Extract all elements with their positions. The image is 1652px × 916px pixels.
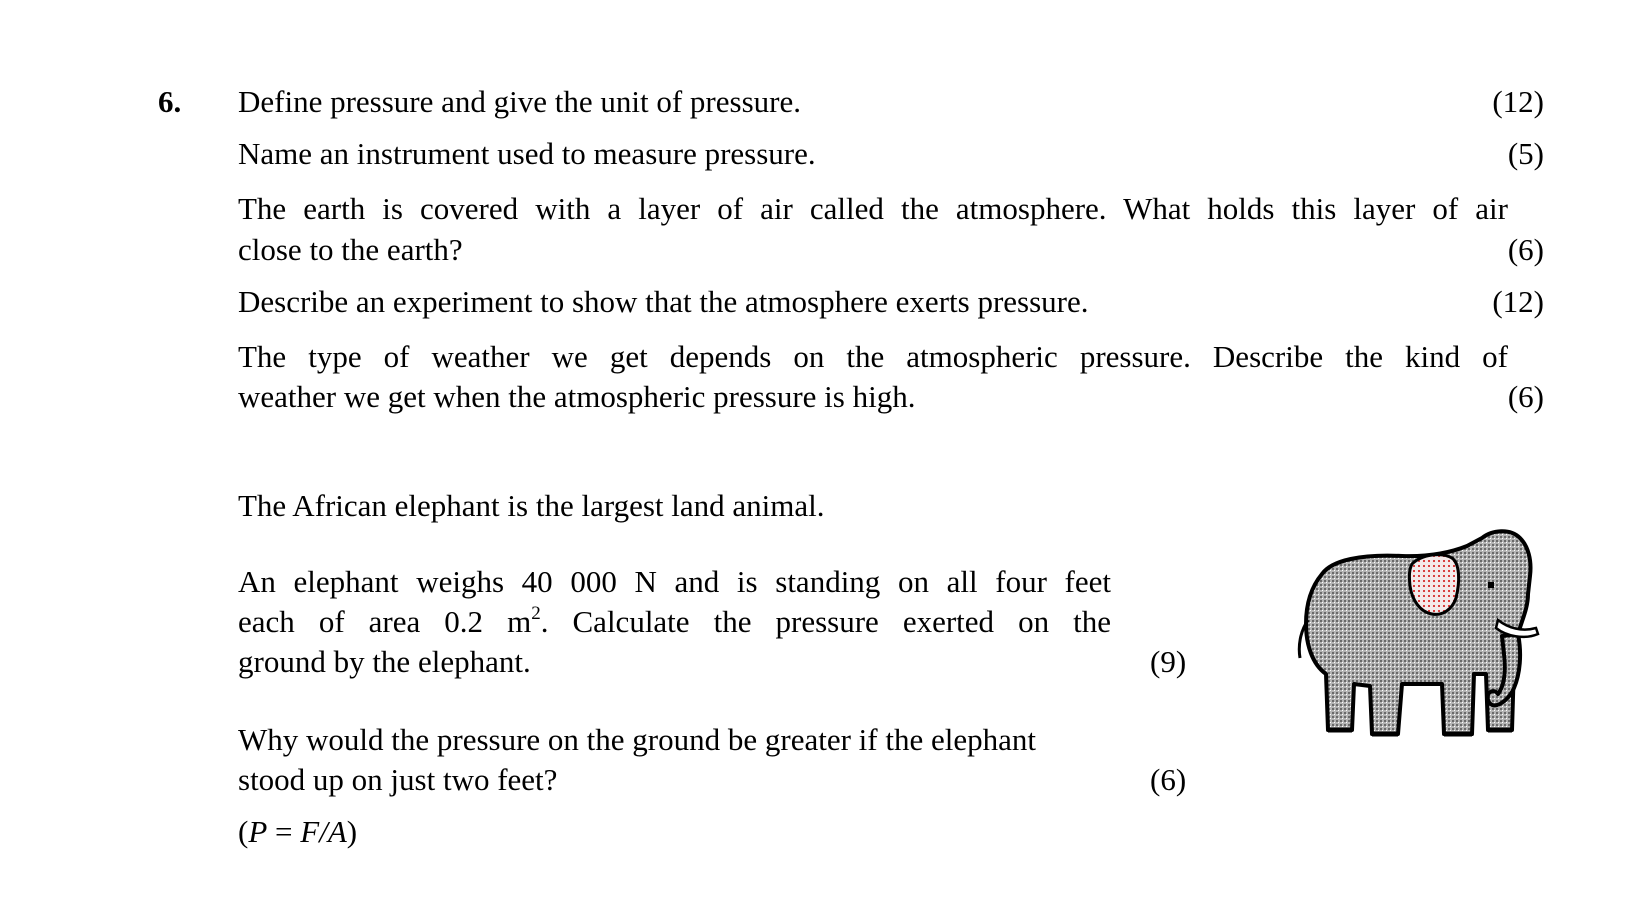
elephant-ear xyxy=(1409,555,1458,615)
why-line-2: stood up on just two feet? xyxy=(238,762,558,797)
elephant-icon xyxy=(1292,524,1560,764)
calc-line-2 xyxy=(238,601,1111,643)
marks-part-4: (12) xyxy=(1492,284,1544,319)
part-atmosphere-line-1: The earth is covered with a layer of air called the atmosphere. What holds this layer of air xyxy=(238,191,1508,226)
part-atmosphere-line-2: close to the earth? xyxy=(238,232,463,267)
marks-why: (6) xyxy=(1150,762,1187,797)
part-weather-line-2: weather we get when the atmospheric pressure is high. xyxy=(238,379,916,414)
elephant-eye xyxy=(1488,582,1494,588)
question-number: 6. xyxy=(158,84,182,119)
part-define-pressure: Define pressure and give the unit of pressure. xyxy=(238,84,801,119)
formula-f: F xyxy=(300,814,320,849)
area-exponent: 2 xyxy=(531,602,541,624)
part-instrument: Name an instrument used to measure pressure. xyxy=(238,136,816,171)
marks-part-1: (12) xyxy=(1492,84,1544,119)
part-experiment: Describe an experiment to show that the atmosphere exerts pressure. xyxy=(238,284,1089,319)
calc-line-1: An elephant weighs 40 000 N and is standing on all four feet xyxy=(238,564,1111,599)
marks-part-2: (5) xyxy=(1507,136,1544,171)
formula-p: P xyxy=(248,814,268,849)
why-line-1: Why would the pressure on the ground be greater if the elephant xyxy=(238,722,1036,757)
marks-part-3: (6) xyxy=(1507,232,1544,267)
pressure-formula: (P = F/A) xyxy=(238,814,358,849)
marks-part-5: (6) xyxy=(1507,379,1544,414)
formula-a: A xyxy=(327,814,347,849)
calc-line-2-end: . Calculate the pressure exerted on the xyxy=(540,604,1111,639)
marks-calc: (9) xyxy=(1150,644,1187,679)
elephant-intro: The African elephant is the largest land animal. xyxy=(238,488,825,523)
part-weather-line-1: The type of weather we get depends on the atmospheric pressure. Describe the kind of xyxy=(238,339,1508,374)
calc-line-3: ground by the elephant. xyxy=(238,644,531,679)
calc-line-2-start: each of area 0.2 m xyxy=(238,604,532,639)
